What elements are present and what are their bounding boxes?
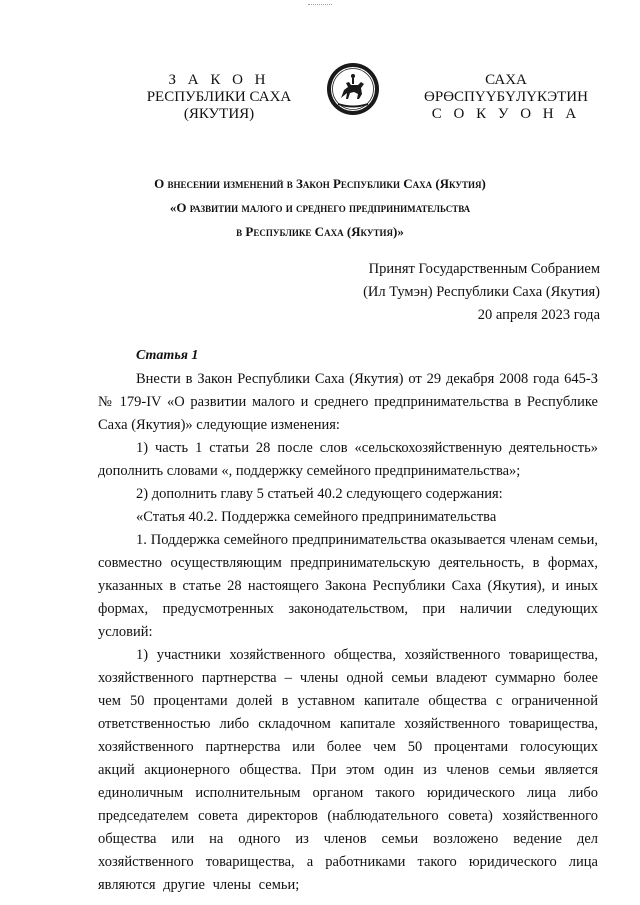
- new-article-title: «Статья 40.2. Поддержка семейного предпринимательства: [136, 509, 497, 525]
- header-right: [408, 72, 604, 123]
- law-title-line3: в Республике Саха (Якутия)»: [236, 224, 404, 239]
- article-heading: Статья 1: [136, 348, 199, 363]
- header-right-line2: С О К У О Н А: [431, 106, 581, 122]
- law-title-line2: «О развитии малого и среднего предпринимательства: [169, 200, 471, 215]
- law-title: [40, 172, 600, 244]
- new-article-part-1: 1. Поддержка семейного предпринимательства оказывается членам семьи, совместно осуществляющим предпринимательскую деятельность, в формах, указанных в статье 28 настоящего Закона Республики Саха (Якутия), и иных формах, предусмотренных законодательством, при наличии следующих условий:: [98, 532, 598, 640]
- amendment-item-2: 2) дополнить главу 5 статьей 40.2 следующего содержания:: [136, 486, 503, 502]
- amendment-item-1: 1) часть 1 статьи 28 после слов «сельскохозяйственную деятельность» дополнить словами «, поддержку семейного предпринимательства»;: [98, 440, 598, 479]
- article-body: [98, 368, 598, 897]
- header-left: [112, 72, 326, 123]
- adoption-date: 20 апреля 2023 года: [477, 307, 600, 323]
- header-left-line2: РЕСПУБЛИКИ САХА (ЯКУТИЯ): [146, 89, 292, 122]
- header-right-line1: САХА ӨРӨСПҮҮБҮЛҮКЭТИН: [424, 72, 588, 105]
- law-title-line1: О внесении изменений в Закон Республики Саха (Якутия): [154, 176, 486, 191]
- coat-of-arms-emblem: [326, 62, 380, 116]
- article-intro: Внести в Закон Республики Саха (Якутия) от 29 декабря 2008 года 645-З № 179-IV «О развитии малого и среднего предпринимательства в Республике Саха (Якутия)» следующие изменения:: [98, 371, 598, 433]
- condition-1: 1) участники хозяйственного общества, хозяйственного товарищества, хозяйственного партнерства – члены одной семьи владеют суммарно более чем 50 процентами долей в уставном капитале общества с ограниченной ответственностью либо складочном капитале хозяйственного товарищества, хозяйственного партнерства или более чем 50 процентами голосующих акций акционерного общества. При этом один из членов семьи является единоличным исполнительным органом такого юридического лица либо председателем совета директоров (наблюдательного совета) хозяйственного общества или на одного из членов семьи возложено ведение дел хозяйственного товарищества, а работниками такого юридического лица являются другие члены семьи;: [98, 647, 598, 893]
- page-top-mark: [308, 4, 332, 5]
- adoption-block: [300, 258, 600, 327]
- header-left-line1: З А К О Н: [168, 72, 270, 88]
- adoption-line1: Принят Государственным Собранием: [368, 261, 600, 277]
- adoption-line2: (Ил Тумэн) Республики Саха (Якутия): [363, 284, 600, 300]
